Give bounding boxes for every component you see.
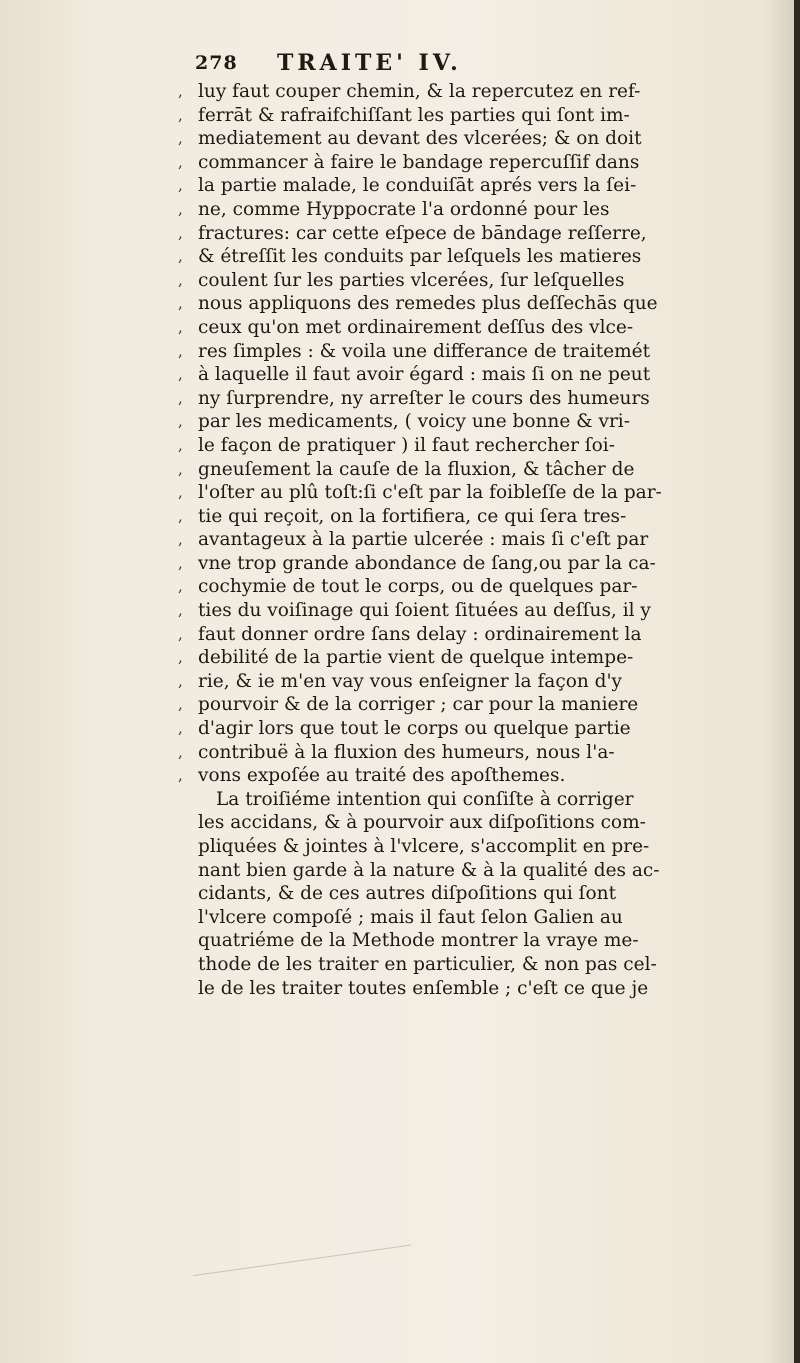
ink-smudge — [189, 1215, 411, 1276]
text-line — [178, 953, 778, 977]
text-line — [178, 835, 778, 859]
line-text: contribuë à la fluxion des humeurs, nous l'a- — [198, 741, 615, 763]
line-text: gneuſement la cauſe de la fluxion, & tâcher de — [198, 458, 635, 480]
line-text: faut donner ordre ſans delay : ordinairement la — [198, 623, 642, 645]
line-text: ceux qu'on met ordinairement deſſus des vlce- — [198, 316, 634, 338]
quotation-marker: , — [178, 719, 183, 738]
quotation-marker: , — [178, 105, 183, 124]
line-text: pourvoir & de la corriger ; car pour la maniere — [198, 694, 639, 716]
quotation-marker: , — [178, 152, 183, 171]
line-text: avantageux à la partie ulcerée : mais ſi c'eſt par — [198, 529, 649, 551]
text-line — [178, 151, 778, 175]
text-line — [178, 410, 778, 434]
line-text: tie qui reçoit, on la fortifiera, ce qui ſera tres- — [198, 505, 627, 527]
text-line — [178, 646, 778, 670]
quotation-marker: , — [178, 294, 183, 313]
quotation-marker: , — [178, 695, 183, 714]
line-text: nant bien garde à la nature & à la qualité des ac- — [198, 859, 660, 881]
quotation-marker: , — [178, 577, 183, 596]
text-line — [178, 174, 778, 198]
line-text: res ſimples : & voila une differance de traitemét — [198, 340, 651, 362]
text-line — [178, 882, 778, 906]
line-text: le de les traiter toutes enſemble ; c'eſt ce que je — [198, 977, 649, 999]
quotation-marker: , — [178, 129, 183, 148]
text-line — [178, 104, 778, 128]
quotation-marker: , — [178, 199, 183, 218]
text-line — [178, 363, 778, 387]
line-text: le façon de pratiquer ) il faut rechercher ſoi- — [198, 434, 615, 456]
text-line — [178, 387, 778, 411]
quotation-marker: , — [178, 506, 183, 525]
quotation-marker: , — [178, 624, 183, 643]
quotation-marker: , — [178, 388, 183, 407]
quotation-marker: , — [178, 341, 183, 360]
quotation-marker: , — [178, 530, 183, 549]
quotation-marker: , — [178, 365, 183, 384]
quotation-marker: , — [178, 412, 183, 431]
text-line — [178, 764, 778, 788]
line-text: fractures: car cette eſpece de bāndage reſſerre, — [198, 222, 647, 244]
text-line — [178, 599, 778, 623]
text-line — [178, 788, 778, 812]
text-line — [178, 434, 778, 458]
running-title: TRAITE' IV. — [277, 50, 462, 76]
text-line — [178, 458, 778, 482]
line-text: pliquées & jointes à l'vlcere, s'accomplit en pre- — [198, 836, 650, 857]
line-text: à laquelle il faut avoir égard : mais ſi on ne peut — [198, 364, 651, 386]
line-text: luy faut couper chemin, & la repercutez en ref- — [198, 81, 641, 102]
quotation-marker: , — [178, 317, 183, 336]
text-line — [178, 717, 778, 741]
quotation-marker: , — [178, 247, 183, 266]
page-number: 278 — [195, 52, 238, 74]
quotation-marker: , — [178, 435, 183, 454]
line-text: vne trop grande abondance de ſang,ou par la ca- — [198, 552, 656, 574]
text-line — [178, 222, 778, 246]
text-line — [178, 245, 778, 269]
line-text: mediatement au devant des vlcerées; & on doit — [198, 128, 642, 150]
line-text: l'vlcere compoſé ; mais il faut ſelon Galien au — [198, 906, 623, 928]
quotation-marker: , — [178, 766, 183, 785]
line-text: la partie malade, le conduiſāt aprés vers la ſei- — [198, 175, 637, 197]
text-line — [178, 741, 778, 765]
line-text: commancer à faire le bandage repercuſſif dans — [198, 151, 640, 173]
text-line — [178, 693, 778, 717]
text-line — [178, 552, 778, 576]
text-line — [178, 316, 778, 340]
line-text: l'oſter au plû toſt:ſi c'eſt par la foibleſſe de la par- — [198, 482, 662, 504]
line-text: La troiſiéme intention qui conſiſte à corriger — [216, 788, 634, 810]
line-text: les accidans, & à pourvoir aux diſpoſitions com- — [198, 812, 646, 834]
quotation-marker: , — [178, 82, 183, 100]
line-text: quatriéme de la Methode montrer la vraye me- — [198, 930, 639, 952]
text-line — [178, 340, 778, 364]
line-text: vons expoſée au traité des apoſthemes. — [198, 765, 566, 787]
text-line — [178, 505, 778, 529]
quotation-marker: , — [178, 459, 183, 478]
text-line — [178, 859, 778, 883]
text-line — [178, 292, 778, 316]
text-line — [178, 977, 778, 1001]
line-text: d'agir lors que tout le corps ou quelque partie — [198, 718, 631, 740]
line-text: ties du voiſinage qui ſoient ſituées au deſſus, il y — [198, 600, 651, 622]
quotation-marker: , — [178, 671, 183, 690]
line-text: rie, & ie m'en vay vous enſeigner la façon d'y — [198, 670, 623, 692]
line-text: ferrāt & rafraifchiſſant les parties qui ſont im- — [198, 104, 630, 126]
text-line — [178, 575, 778, 599]
text-line — [178, 670, 778, 694]
quotation-marker: , — [178, 742, 183, 761]
line-text: ny ſurprendre, ny arreſter le cours des humeurs — [198, 387, 650, 409]
page-header — [195, 52, 615, 82]
quotation-marker: , — [178, 553, 183, 572]
quotation-marker: , — [178, 601, 183, 620]
quotation-marker: , — [178, 223, 183, 242]
binding-edge — [794, 0, 800, 1363]
text-line — [178, 528, 778, 552]
quotation-marker: , — [178, 648, 183, 667]
text-line — [178, 481, 778, 505]
line-text: par les medicaments, ( voicy une bonne & vri- — [198, 411, 630, 433]
text-line — [178, 623, 778, 647]
quotation-marker: , — [178, 483, 183, 502]
bleed-through-marks — [190, 1172, 750, 1202]
text-line — [178, 80, 778, 104]
body-text — [178, 80, 778, 1000]
text-line — [178, 906, 778, 930]
quotation-marker: , — [178, 176, 183, 195]
line-text: cochymie de tout le corps, ou de quelques par- — [198, 576, 638, 598]
text-line — [178, 127, 778, 151]
quotation-marker: , — [178, 270, 183, 289]
text-line — [178, 929, 778, 953]
line-text: & étreſſit les conduits par leſquels les matieres — [198, 246, 642, 268]
line-text: coulent ſur les parties vlcerées, ſur leſquelles — [198, 269, 625, 291]
line-text: ne, comme Hyppocrate l'a ordonné pour les — [198, 198, 610, 220]
text-line — [178, 269, 778, 293]
text-line — [178, 198, 778, 222]
line-text: thode de les traiter en particulier, & non pas cel- — [198, 953, 657, 975]
line-text: debilité de la partie vient de quelque intempe- — [198, 647, 634, 669]
text-line — [178, 811, 778, 835]
line-text: cidants, & de ces autres diſpoſitions qui ſont — [198, 883, 617, 905]
line-text: nous appliquons des remedes plus deſſechās que — [198, 293, 658, 315]
